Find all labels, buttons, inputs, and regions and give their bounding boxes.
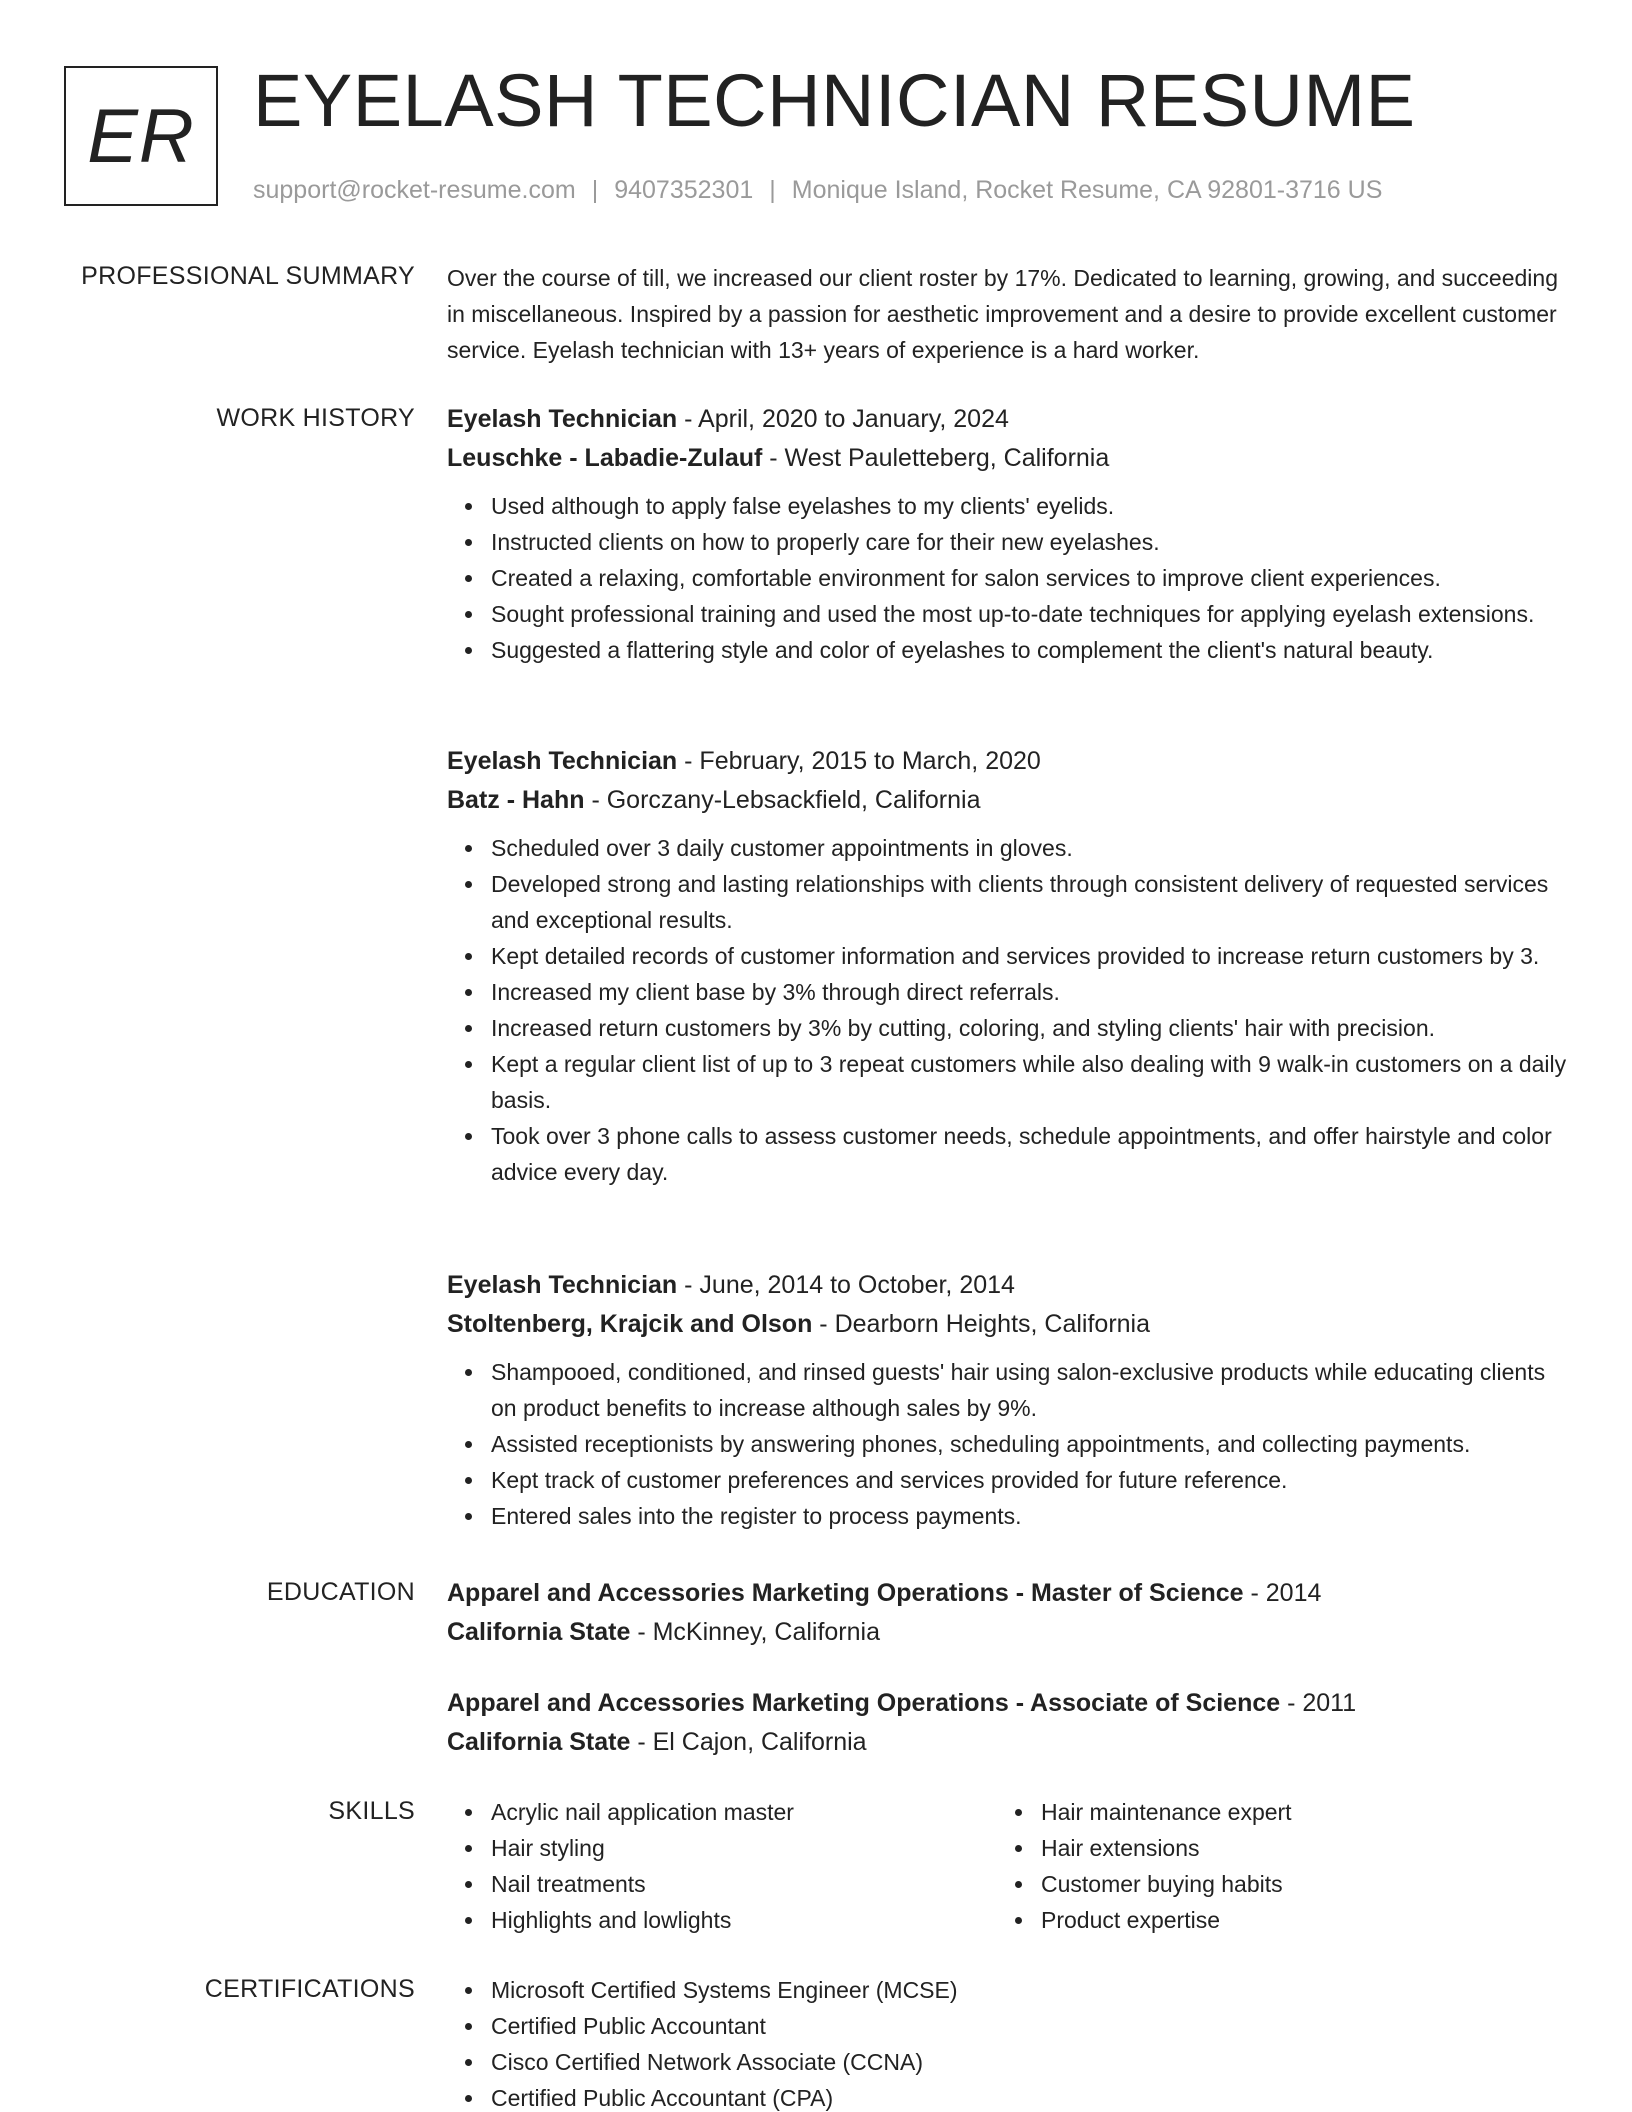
job-company-line xyxy=(447,781,1567,820)
job-location: - West Pauletteberg, California xyxy=(762,444,1110,472)
job-company: Stoltenberg, Krajcik and Olson xyxy=(447,1310,813,1338)
skill-item: Hair maintenance expert xyxy=(1041,1794,1517,1830)
job-bullets xyxy=(447,830,1567,1190)
contact-line xyxy=(253,174,1382,206)
section-label-work-history: WORK HISTORY xyxy=(216,404,415,432)
job-bullets xyxy=(447,488,1567,668)
job-dates: - June, 2014 to October, 2014 xyxy=(677,1271,1015,1299)
job-dates: - April, 2020 to January, 2024 xyxy=(677,405,1009,433)
contact-phone: 9407352301 xyxy=(614,176,754,204)
job-entry xyxy=(447,1266,1567,1534)
bullet-item: Kept detailed records of customer information and services provided to increase return customers by 3. xyxy=(491,938,1567,974)
education-school-line xyxy=(447,1613,1567,1652)
job-company-line xyxy=(447,439,1567,478)
job-company: Batz - Hahn xyxy=(447,786,585,814)
section-label-certifications: CERTIFICATIONS xyxy=(204,1975,415,2003)
summary-text: Over the course of till, we increased our client roster by 17%. Dedicated to learning, growing, and succeeding in miscellaneous. Inspired by a passion for aesthetic improvement and a desire to provide excellent customer service. Eyelash technician with 13+ years of experience is a hard worker. xyxy=(447,265,1558,363)
bullet-item: Developed strong and lasting relationships with clients through consistent delivery of requested services and exceptional results. xyxy=(491,866,1567,938)
job-company: Leuschke - Labadie-Zulauf xyxy=(447,444,763,472)
bullet-item: Shampooed, conditioned, and rinsed guests' hair using salon-exclusive products while educating clients on product benefits to increase although sales by 9%. xyxy=(491,1354,1567,1426)
certification-item: Microsoft Certified Systems Engineer (MCSE) xyxy=(491,1972,1567,2008)
monogram-logo: ER xyxy=(64,66,218,206)
contact-email: support@rocket-resume.com xyxy=(253,176,576,204)
skill-item: Customer buying habits xyxy=(1041,1866,1517,1902)
bullet-item: Increased return customers by 3% by cutting, coloring, and styling clients' hair with precision. xyxy=(491,1010,1567,1046)
skills-column-right xyxy=(997,1794,1517,1938)
job-title-line xyxy=(447,1266,1567,1305)
education-entry xyxy=(447,1574,1567,1652)
skill-item: Highlights and lowlights xyxy=(491,1902,967,1938)
contact-separator: | xyxy=(769,176,776,204)
skills-list xyxy=(447,1794,967,1938)
job-title: Eyelash Technician xyxy=(447,747,678,775)
bullet-item: Increased my client base by 3% through direct referrals. xyxy=(491,974,1567,1010)
education-degree-line xyxy=(447,1684,1567,1723)
education-entry xyxy=(447,1684,1567,1762)
bullet-item: Entered sales into the register to process payments. xyxy=(491,1498,1567,1534)
education-school: California State xyxy=(447,1728,631,1756)
skill-item: Nail treatments xyxy=(491,1866,967,1902)
bullet-item: Kept track of customer preferences and services provided for future reference. xyxy=(491,1462,1567,1498)
job-bullets xyxy=(447,1354,1567,1534)
skill-item: Acrylic nail application master xyxy=(491,1794,967,1830)
section-label-education: EDUCATION xyxy=(266,1578,415,1606)
resume-title: EYELASH TECHNICIAN RESUME xyxy=(253,59,1416,142)
job-location: - Dearborn Heights, California xyxy=(812,1310,1151,1338)
job-title: Eyelash Technician xyxy=(447,405,678,433)
education-school-line xyxy=(447,1723,1567,1762)
section-label-skills: SKILLS xyxy=(328,1797,415,1825)
contact-address: Monique Island, Rocket Resume, CA 92801-3716 US xyxy=(791,176,1383,204)
education-school: California State xyxy=(447,1618,631,1646)
job-company-line xyxy=(447,1305,1567,1344)
job-title-line xyxy=(447,742,1567,781)
skills-column-left xyxy=(447,1794,967,1938)
bullet-item: Took over 3 phone calls to assess customer needs, schedule appointments, and offer hairstyle and color advice every day. xyxy=(491,1118,1567,1190)
job-entry xyxy=(447,742,1567,1190)
education-location: - El Cajon, California xyxy=(630,1728,867,1756)
bullet-item: Created a relaxing, comfortable environment for salon services to improve client experiences. xyxy=(491,560,1567,596)
bullet-item: Instructed clients on how to properly care for their new eyelashes. xyxy=(491,524,1567,560)
bullet-item: Scheduled over 3 daily customer appointments in gloves. xyxy=(491,830,1567,866)
job-entry xyxy=(447,400,1567,668)
skill-item: Hair extensions xyxy=(1041,1830,1517,1866)
bullet-item: Assisted receptionists by answering phones, scheduling appointments, and collecting payments. xyxy=(491,1426,1567,1462)
contact-separator: | xyxy=(591,176,599,204)
education-degree: Apparel and Accessories Marketing Operations - Master of Science xyxy=(447,1579,1244,1607)
section-label-summary: PROFESSIONAL SUMMARY xyxy=(81,262,415,290)
bullet-item: Kept a regular client list of up to 3 repeat customers while also dealing with 9 walk-in customers on a daily basis. xyxy=(491,1046,1567,1118)
education-degree-line xyxy=(447,1574,1567,1613)
education-location: - McKinney, California xyxy=(630,1618,880,1646)
bullet-item: Suggested a flattering style and color of eyelashes to complement the client's natural beauty. xyxy=(491,632,1567,668)
job-title-line xyxy=(447,400,1567,439)
skill-item: Hair styling xyxy=(491,1830,967,1866)
certifications-list xyxy=(447,1972,1567,2112)
bullet-item: Used although to apply false eyelashes to my clients' eyelids. xyxy=(491,488,1567,524)
education-degree: Apparel and Accessories Marketing Operations - Associate of Science xyxy=(447,1689,1281,1717)
certification-item: Cisco Certified Network Associate (CCNA) xyxy=(491,2044,1567,2080)
certification-item: Certified Public Accountant xyxy=(491,2008,1567,2044)
skills-list xyxy=(997,1794,1517,1938)
job-location: - Gorczany-Lebsackfield, California xyxy=(584,786,981,814)
skill-item: Product expertise xyxy=(1041,1902,1517,1938)
job-title: Eyelash Technician xyxy=(447,1271,678,1299)
job-dates: - February, 2015 to March, 2020 xyxy=(677,747,1041,775)
education-year: - 2014 xyxy=(1243,1579,1322,1607)
education-year: - 2011 xyxy=(1280,1689,1357,1717)
certification-item: Certified Public Accountant (CPA) xyxy=(491,2080,1567,2112)
bullet-item: Sought professional training and used the most up-to-date techniques for applying eyelash extensions. xyxy=(491,596,1567,632)
